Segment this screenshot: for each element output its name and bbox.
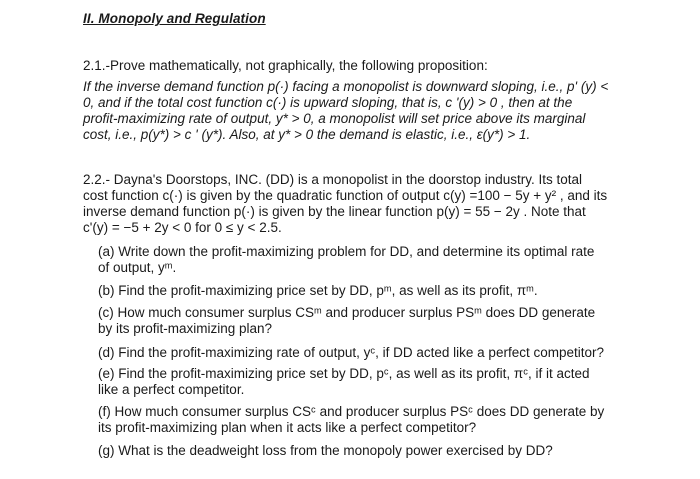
problem-line: inverse demand function p(·) is given by the linear function p(y) = 55 − 2y . Note that xyxy=(83,204,586,219)
part-line: (d) Find the profit-maximizing rate of output, yᶜ, if DD acted like a perfect competitor? xyxy=(98,345,604,360)
part-b xyxy=(98,283,638,299)
part-line: (a) Write down the profit-maximizing problem for DD, and determine its optimal rate xyxy=(98,244,595,259)
part-line: (f) How much consumer surplus CSᶜ and producer surplus PSᶜ does DD generate by xyxy=(98,404,605,419)
part-f xyxy=(98,404,638,436)
question-2-2-text xyxy=(83,172,643,236)
section-title: II. Monopoly and Regulation xyxy=(83,11,266,26)
part-a xyxy=(98,244,638,276)
problem-line: 2.2.- Dayna's Doorstops, INC. (DD) is a monopolist in the doorstop industry. Its total xyxy=(83,172,583,187)
problem-line: c'(y) = −5 + 2y < 0 for 0 ≤ y < 2.5. xyxy=(83,220,282,235)
proposition-line: profit-maximizing rate of output, y* > 0, a monopolist will set price above its marginal xyxy=(83,111,586,126)
proposition-text xyxy=(83,79,643,143)
part-line: (c) How much consumer surplus CSᵐ and producer surplus PSᵐ does DD generate xyxy=(98,305,596,320)
proposition-line: cost, i.e., p(y*) > c ' (y*). Also, at y* > 0 the demand is elastic, i.e., ε(y*) > 1. xyxy=(83,127,531,142)
part-line: of output, yᵐ. xyxy=(98,260,177,275)
part-g xyxy=(98,443,638,459)
question-2-1-heading: 2.1.-Prove mathematically, not graphically, the following proposition: xyxy=(83,58,488,73)
problem-line: cost function c(·) is given by the quadratic function of output c(y) =100 − 5y + y² , and its xyxy=(83,188,608,203)
part-line: its profit-maximizing plan when it acts like a perfect competitor? xyxy=(98,420,477,435)
part-line: (e) Find the profit-maximizing price set by DD, pᶜ, as well as its profit, πᶜ, if it acted xyxy=(98,366,590,381)
proposition-line: 0, and if the total cost function c(·) is upward sloping, that is, c '(y) > 0 , then at the xyxy=(83,95,573,110)
part-d xyxy=(98,345,638,361)
part-line: (g) What is the deadweight loss from the monopoly power exercised by DD? xyxy=(98,443,553,458)
part-line: (b) Find the profit-maximizing price set by DD, pᵐ, as well as its profit, πᵐ. xyxy=(98,283,538,298)
part-e xyxy=(98,366,638,398)
part-c xyxy=(98,305,638,337)
proposition-line: If the inverse demand function p(·) facing a monopolist is downward sloping, i.e., p' (y) < xyxy=(83,79,609,94)
part-line: like a perfect competitor. xyxy=(98,382,245,397)
part-line: by its profit-maximizing plan? xyxy=(98,321,273,336)
